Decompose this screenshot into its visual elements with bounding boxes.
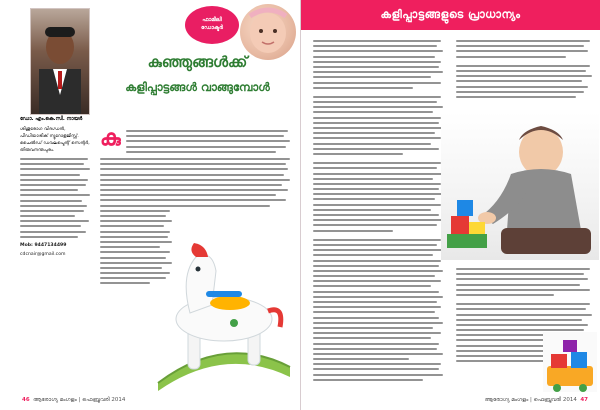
child-playing-photo bbox=[441, 112, 599, 260]
left-footer bbox=[22, 397, 125, 404]
left-footer-text: ആരോഗ്യ മംഗളം | ഫെബ്രുവരി 2014 bbox=[33, 397, 126, 403]
body-column-right-1 bbox=[313, 40, 443, 384]
author-info bbox=[20, 116, 92, 258]
right-page bbox=[301, 0, 600, 410]
dropcap: കു bbox=[100, 126, 121, 151]
author-photo bbox=[30, 8, 90, 115]
title-line-1: കുഞ്ഞുങ്ങൾക്ക് bbox=[147, 53, 248, 71]
column-bubble bbox=[185, 6, 239, 44]
bubble-line-1: ഫാമിലി bbox=[202, 17, 222, 23]
bubble-line-2: ഡോക്ടർ bbox=[201, 25, 223, 31]
toy-horse-image bbox=[150, 235, 298, 395]
section-header-title: കളിപ്പാട്ടങ്ങളുടെ പ്രാധാന്യം bbox=[380, 8, 521, 21]
author-name: ഡോ. എം.കെ.സി. നായർ bbox=[20, 116, 83, 122]
right-footer bbox=[485, 397, 588, 404]
author-bio-lines bbox=[20, 158, 92, 238]
article-title bbox=[100, 52, 295, 96]
left-page-number: 46 bbox=[22, 397, 30, 403]
author-mobile: Mob: 9447134499 bbox=[20, 242, 67, 248]
author-email: cdcnair@gmail.com bbox=[20, 251, 66, 257]
right-footer-text: ആരോഗ്യ മംഗളം | ഫെബ്രുവരി 2014 bbox=[484, 397, 577, 403]
title-line-2: കളിപ്പാട്ടങ്ങൾ വാങ്ങുമ്പോൾ bbox=[125, 80, 270, 94]
right-page-number: 47 bbox=[580, 397, 588, 403]
author-bio: ശിശുരോഗ വിദഗ്ധൻ, പീഡിയാട്രിക് ന്യൂറോളജിസ്റ്റ്. ചൈൽഡ് ഡവലപ്മെന്റ് സെന്റർ, തിരുവനന്തപുരം. bbox=[20, 127, 90, 153]
toy-blocks-photo bbox=[543, 332, 597, 392]
body-column-right-2-top bbox=[456, 40, 592, 101]
